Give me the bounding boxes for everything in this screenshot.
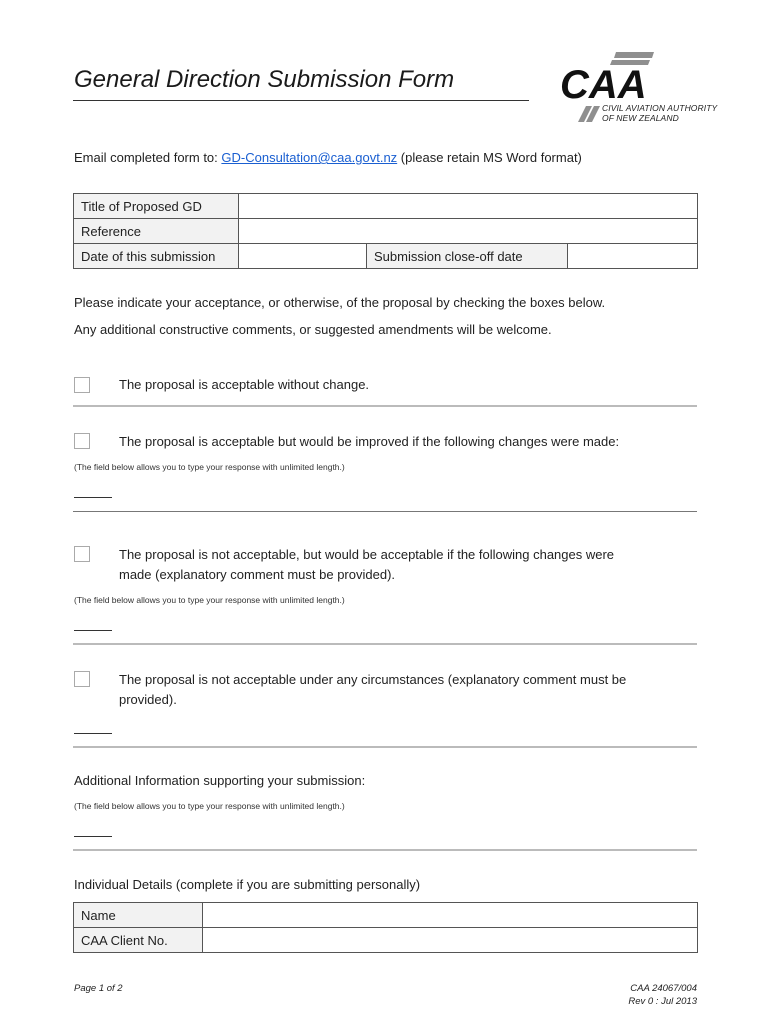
caa-logo [556,46,736,126]
client-no-field[interactable] [203,928,698,953]
svg-text:CAA: CAA [560,63,647,107]
email-suffix: (please retain MS Word format) [397,150,582,165]
option-2-response-field[interactable] [74,497,112,498]
page-title: General Direction Submission Form [74,66,455,93]
option-4-checkbox[interactable] [74,671,90,687]
name-field[interactable] [203,903,698,928]
individual-details-table [73,902,698,953]
email-prefix: Email completed form to: [74,150,222,165]
title-of-gd-field[interactable] [239,194,698,219]
divider [73,643,697,645]
instruction-line-1: Please indicate your acceptance, or otherwise, of the proposal by checking the boxes below. [74,295,606,310]
reference-label: Reference [74,219,239,244]
page-number: Page 1 of 2 [74,983,123,994]
option-2-checkbox[interactable] [74,433,90,449]
additional-info-hint: (The field below allows you to type your response with unlimited length.) [74,801,345,811]
option-3-checkbox[interactable] [74,546,90,562]
divider [73,511,697,512]
document-code: CAA 24067/004 [630,983,697,994]
option-4-label-line-1: The proposal is not acceptable under any circumstances (explanatory comment must be [119,672,627,687]
closeoff-date-field[interactable] [568,244,698,269]
option-2-label: The proposal is acceptable but would be improved if the following changes were made: [119,434,620,449]
option-3-hint: (The field below allows you to type your response with unlimited length.) [74,595,345,605]
title-underline [73,100,529,101]
reference-field[interactable] [239,219,698,244]
divider [73,849,697,851]
option-1-label: The proposal is acceptable without change. [119,377,370,392]
individual-details-heading: Individual Details (complete if you are submitting personally) [74,877,421,892]
closeoff-date-label: Submission close-off date [367,244,568,269]
option-4-response-field[interactable] [74,733,112,734]
submission-date-field[interactable] [239,244,367,269]
option-3-label [119,545,614,585]
title-of-gd-label: Title of Proposed GD [74,194,239,219]
option-2-hint: (The field below allows you to type your response with unlimited length.) [74,462,345,472]
option-3-response-field[interactable] [74,630,112,631]
divider [73,405,697,407]
option-4-label-line-2: provided). [119,692,177,707]
submission-date-label: Date of this submission [74,244,239,269]
name-label: Name [74,903,203,928]
additional-info-label: Additional Information supporting your submission: [74,773,366,788]
gd-details-table [73,193,698,269]
option-3-label-line-1: The proposal is not acceptable, but would be acceptable if the following changes were [119,547,615,562]
option-3-label-line-2: made (explanatory comment must be provided). [119,567,396,582]
instruction-line-2: Any additional constructive comments, or suggested amendments will be welcome. [74,322,552,337]
option-1-checkbox[interactable] [74,377,90,393]
additional-info-response-field[interactable] [74,836,112,837]
logo-line-2: OF NEW ZEALAND [602,113,679,123]
document-revision: Rev 0 : Jul 2013 [628,996,697,1007]
logo-line-1: CIVIL AVIATION AUTHORITY [602,103,718,113]
option-4-label [119,670,626,710]
email-instruction [74,150,582,165]
email-link[interactable]: GD-Consultation@caa.govt.nz [221,150,398,165]
client-no-label: CAA Client No. [74,928,203,953]
divider [73,746,697,748]
